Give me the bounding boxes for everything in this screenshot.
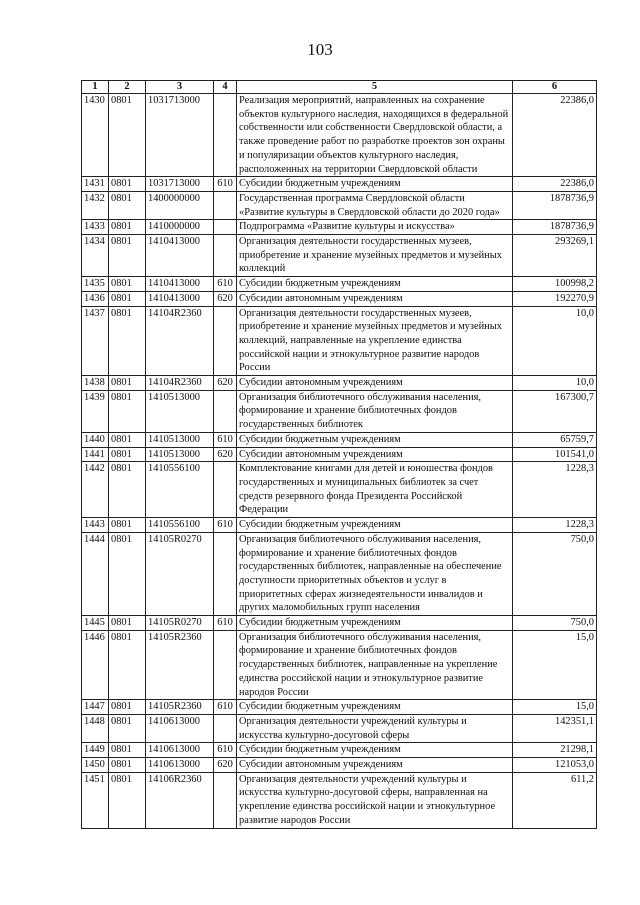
table-row [82,291,597,306]
table-row [82,772,597,828]
description-cell: Субсидии автономным учреждениям [237,376,513,391]
expense-type-cell [214,772,237,828]
target-article-cell: 1410556100 [146,462,214,518]
target-article-cell: 1410613000 [146,743,214,758]
section-code-cell: 0801 [109,291,146,306]
section-code-cell: 0801 [109,94,146,177]
section-code-cell: 0801 [109,306,146,376]
description-cell: Субсидии бюджетным учреждениям [237,277,513,292]
amount-cell: 22386,0 [513,177,597,192]
description-cell: Комплектование книгами для детей и юношества фондов государственных и муниципальных библиотек за счет средств резервного фонда Президента Российской Федерации [237,462,513,518]
description-cell: Субсидии бюджетным учреждениям [237,743,513,758]
table-row [82,758,597,773]
section-code-cell: 0801 [109,235,146,277]
amount-cell: 10,0 [513,376,597,391]
target-article-cell: 1410513000 [146,447,214,462]
amount-cell: 10,0 [513,306,597,376]
target-article-cell: 1410413000 [146,291,214,306]
section-code-cell: 0801 [109,700,146,715]
expense-type-cell: 610 [214,277,237,292]
amount-cell: 15,0 [513,630,597,700]
table-row [82,306,597,376]
row-number-cell: 1444 [82,532,109,615]
expense-type-cell [214,532,237,615]
table-row [82,616,597,631]
table-row [82,532,597,615]
row-number-cell: 1431 [82,177,109,192]
description-cell: Организация деятельности учреждений культуры и искусства культурно-досуговой сферы [237,714,513,742]
target-article-cell: 1410513000 [146,390,214,432]
table-row [82,447,597,462]
description-cell: Субсидии бюджетным учреждениям [237,700,513,715]
section-code-cell: 0801 [109,462,146,518]
table-row [82,177,597,192]
amount-cell: 21298,1 [513,743,597,758]
target-article-cell: 14104R2360 [146,376,214,391]
table-row [82,462,597,518]
target-article-cell: 1031713000 [146,94,214,177]
page-number: 103 [307,40,333,59]
amount-cell: 142351,1 [513,714,597,742]
amount-cell: 1228,3 [513,462,597,518]
expense-type-cell [214,191,237,219]
description-cell: Субсидии бюджетным учреждениям [237,432,513,447]
table-row [82,518,597,533]
budget-table [81,80,597,829]
row-number-cell: 1436 [82,291,109,306]
expense-type-cell [214,94,237,177]
description-cell: Субсидии бюджетным учреждениям [237,616,513,631]
row-number-cell: 1448 [82,714,109,742]
description-cell: Субсидии автономным учреждениям [237,291,513,306]
amount-cell: 293269,1 [513,235,597,277]
expense-type-cell: 610 [214,743,237,758]
row-number-cell: 1439 [82,390,109,432]
amount-cell: 167300,7 [513,390,597,432]
column-header: 5 [237,81,513,94]
column-header: 2 [109,81,146,94]
target-article-cell: 14105R0270 [146,532,214,615]
target-article-cell: 14106R2360 [146,772,214,828]
expense-type-cell: 610 [214,700,237,715]
amount-cell: 65759,7 [513,432,597,447]
description-cell: Субсидии автономным учреждениям [237,447,513,462]
section-code-cell: 0801 [109,616,146,631]
table-row [82,714,597,742]
table-row [82,235,597,277]
table-row [82,630,597,700]
target-article-cell: 1410413000 [146,277,214,292]
table-row [82,376,597,391]
amount-cell: 192270,9 [513,291,597,306]
amount-cell: 22386,0 [513,94,597,177]
expense-type-cell [214,306,237,376]
section-code-cell: 0801 [109,532,146,615]
column-header: 3 [146,81,214,94]
target-article-cell: 1410000000 [146,220,214,235]
expense-type-cell: 620 [214,291,237,306]
table-row [82,432,597,447]
section-code-cell: 0801 [109,447,146,462]
row-number-cell: 1447 [82,700,109,715]
row-number-cell: 1445 [82,616,109,631]
amount-cell: 750,0 [513,616,597,631]
table-row [82,700,597,715]
target-article-cell: 1410413000 [146,235,214,277]
target-article-cell: 1410613000 [146,758,214,773]
table-row [82,191,597,219]
expense-type-cell: 610 [214,616,237,631]
row-number-cell: 1451 [82,772,109,828]
section-code-cell: 0801 [109,277,146,292]
table-row [82,220,597,235]
column-header: 4 [214,81,237,94]
row-number-cell: 1443 [82,518,109,533]
section-code-cell: 0801 [109,191,146,219]
row-number-cell: 1441 [82,447,109,462]
column-header: 6 [513,81,597,94]
amount-cell: 101541,0 [513,447,597,462]
expense-type-cell [214,462,237,518]
target-article-cell: 1031713000 [146,177,214,192]
description-cell: Организация деятельности учреждений культуры и искусства культурно-досуговой сферы, направленная на укрепление единства российской нации и этнокультурное развитие народов России [237,772,513,828]
section-code-cell: 0801 [109,376,146,391]
table-row [82,743,597,758]
target-article-cell: 14105R2360 [146,700,214,715]
expense-type-cell: 620 [214,447,237,462]
section-code-cell: 0801 [109,220,146,235]
description-cell: Организация библиотечного обслуживания населения, формирование и хранение библиотечных фондов государственных библиотек [237,390,513,432]
amount-cell: 100998,2 [513,277,597,292]
expense-type-cell: 610 [214,432,237,447]
description-cell: Организация библиотечного обслуживания населения, формирование и хранение библиотечных фондов государственных библиотек, направленные на укрепление единства российской нации и этнокультурное развитие народов России [237,630,513,700]
description-cell: Подпрограмма «Развитие культуры и искусства» [237,220,513,235]
table-row [82,277,597,292]
description-cell: Организация деятельности государственных музеев, приобретение и хранение музейных предметов и музейных коллекций [237,235,513,277]
expense-type-cell: 610 [214,518,237,533]
section-code-cell: 0801 [109,518,146,533]
target-article-cell: 14104R2360 [146,306,214,376]
target-article-cell: 14105R2360 [146,630,214,700]
target-article-cell: 14105R0270 [146,616,214,631]
row-number-cell: 1435 [82,277,109,292]
expense-type-cell: 610 [214,177,237,192]
description-cell: Государственная программа Свердловской области «Развитие культуры в Свердловской области до 2020 года» [237,191,513,219]
section-code-cell: 0801 [109,630,146,700]
amount-cell: 121053,0 [513,758,597,773]
section-code-cell: 0801 [109,177,146,192]
section-code-cell: 0801 [109,743,146,758]
section-code-cell: 0801 [109,432,146,447]
description-cell: Организация деятельности государственных музеев, приобретение и хранение музейных предметов и музейных коллекций, направленные на укрепление единства российской нации и этнокультурное развитие народов России [237,306,513,376]
section-code-cell: 0801 [109,714,146,742]
description-cell: Субсидии бюджетным учреждениям [237,518,513,533]
row-number-cell: 1437 [82,306,109,376]
row-number-cell: 1430 [82,94,109,177]
table-row [82,390,597,432]
section-code-cell: 0801 [109,758,146,773]
amount-cell: 1228,3 [513,518,597,533]
description-cell: Реализация мероприятий, направленных на сохранение объектов культурного наследия, находящихся в федеральной собственности или собственности Свердловской области, а также проведение работ по разработке проектов зон охраны и популяризации объектов культурного наследия, расположенных на территории Свердловской области [237,94,513,177]
amount-cell: 15,0 [513,700,597,715]
expense-type-cell: 620 [214,758,237,773]
target-article-cell: 1410613000 [146,714,214,742]
row-number-cell: 1434 [82,235,109,277]
target-article-cell: 1410556100 [146,518,214,533]
description-cell: Субсидии автономным учреждениям [237,758,513,773]
amount-cell: 611,2 [513,772,597,828]
section-code-cell: 0801 [109,390,146,432]
section-code-cell: 0801 [109,772,146,828]
row-number-cell: 1440 [82,432,109,447]
row-number-cell: 1433 [82,220,109,235]
amount-cell: 750,0 [513,532,597,615]
row-number-cell: 1446 [82,630,109,700]
target-article-cell: 1410513000 [146,432,214,447]
row-number-cell: 1450 [82,758,109,773]
expense-type-cell [214,220,237,235]
row-number-cell: 1432 [82,191,109,219]
amount-cell: 1878736,9 [513,220,597,235]
expense-type-cell: 620 [214,376,237,391]
description-cell: Организация библиотечного обслуживания населения, формирование и хранение библиотечных фондов государственных библиотек, направленные на обеспечение доступности приоритетных объектов и услуг в приоритетных сферах жизнедеятельности инвалидов и других маломобильных групп населения [237,532,513,615]
target-article-cell: 1400000000 [146,191,214,219]
amount-cell: 1878736,9 [513,191,597,219]
table-body [82,94,597,829]
row-number-cell: 1438 [82,376,109,391]
expense-type-cell [214,630,237,700]
table-row [82,94,597,177]
description-cell: Субсидии бюджетным учреждениям [237,177,513,192]
row-number-cell: 1442 [82,462,109,518]
column-header: 1 [82,81,109,94]
expense-type-cell [214,390,237,432]
expense-type-cell [214,714,237,742]
row-number-cell: 1449 [82,743,109,758]
table-header-row [82,81,597,94]
expense-type-cell [214,235,237,277]
